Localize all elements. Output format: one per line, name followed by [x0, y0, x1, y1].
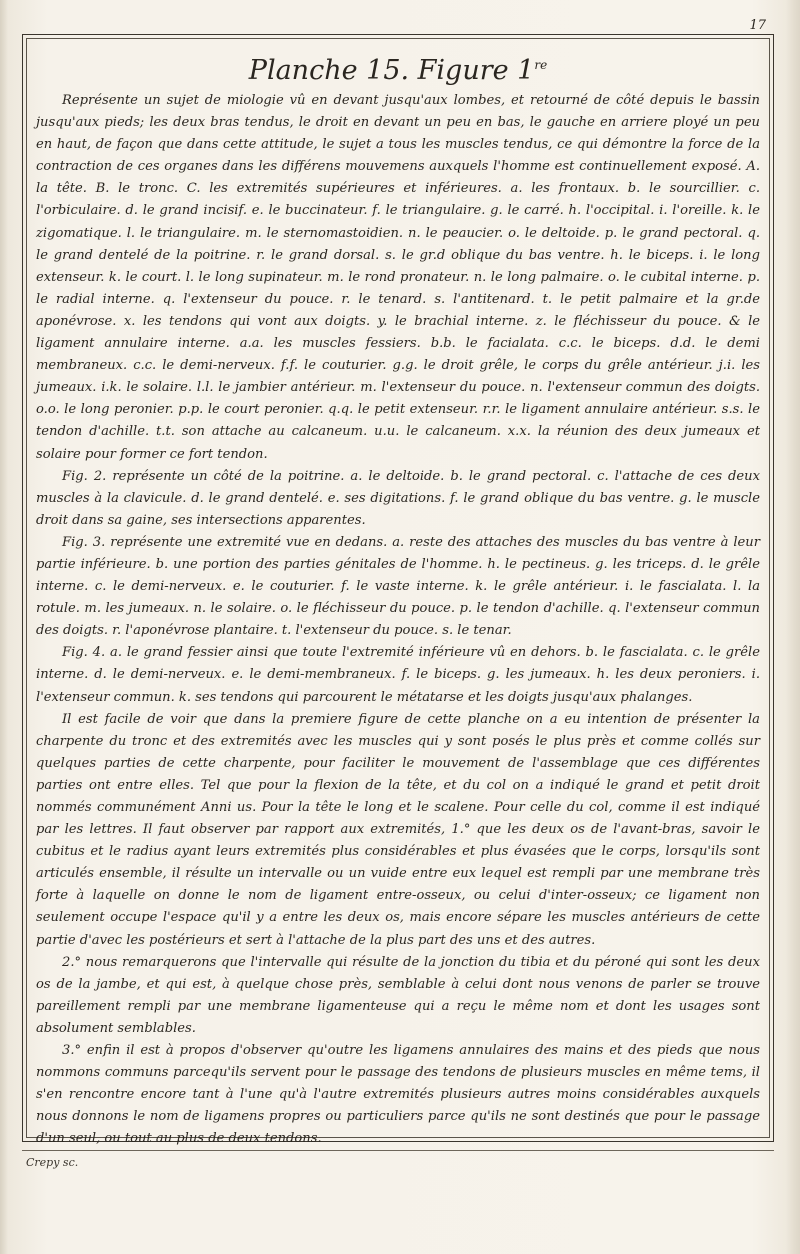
paragraph-commentary: Il est facile de voir que dans la premiere figure de cette planche on a eu intention de présenter la charpente du tronc et des extremités avec les muscles qui y sont posés le plus près et comme collés sur quelques parties de cette charpente, pour faciliter le mouvement de l'assemblage que ces différentes parties ont entre elles. Tel que pour la flexion de la tête, et du col on a indiqué le grand et petit droit nommés communément Anni us. Pour la tête le long et le scalene. Pour celle du col, comme il est indiqué par les lettres. Il faut observer par rapport aux extremités, 1.° que les deux os de l'avant-bras, savoir le cubitus et le radius ayant leurs extremités plus considérables et plus évasées que le corps, lorsqu'ils sont articulés ensemble, il résulte un intervalle ou un vuide entre eux lequel est rempli par une membrane très forte à laquelle on donne le nom de ligament entre-osseux, ou celui d'inter-osseux; ce ligament non seulement occupe l'espace qu'il y a entre les deux os, mais encore sépare les muscles antérieurs de cette partie d'avec les postérieurs et sert à l'attache de la plus part des uns et des autres. — [36, 711, 760, 948]
engraver-signature: Crepy sc. — [26, 1156, 79, 1169]
title-main: Planche 15. Figure 1 — [248, 55, 535, 86]
paragraph-figure-3: Fig. 3. représente une extremité vue en dedans. a. reste des attaches des muscles du bas ventre à leur partie inférieure. b. une portion des parties génitales de l'homme. h. le pectineus. g. les triceps. d. le grêle interne. c. le demi-nerveux. e. le couturier. f. le vaste interne. k. le grêle antérieur. i. le fascialata. l. la rotule. m. les jumeaux. n. le solaire. o. le fléchisseur du pouce. p. le tendon d'achille. q. l'extenseur commun des doigts. r. l'aponévrose plantaire. t. l'extenseur du pouce. s. le tenar. — [36, 534, 760, 639]
title-sup: re — [534, 58, 548, 72]
paragraph-figure-4: Fig. 4. a. le grand fessier ainsi que toute l'extremité inférieure vû en dehors. b. le fascialata. c. le grêle interne. d. le demi-nerveux. e. le demi-membraneux. f. le biceps. g. les jumeaux. h. les deux peroniers. i. l'extenseur commun. k. ses tendons qui parcourent le métatarse et les doigts jusqu'aux phalanges. — [36, 645, 760, 705]
page-title — [36, 48, 760, 88]
folio-number: 17 — [749, 18, 766, 33]
paragraph-note-2: 2.° nous remarquerons que l'intervalle qui résulte de la jonction du tibia et du péroné qui sont les deux os de la jambe, et qui est, à quelque chose près, semblable à celui dont nous venons de parler se trouve pareillement rempli par une membrane ligamenteuse qui a reçu le même nom et dont les usages sont absolument semblables. — [36, 954, 760, 1036]
paragraph-figure-1: Représente un sujet de miologie vû en devant jusqu'aux lombes, et retourné de côté depuis le bassin jusqu'aux pieds; les deux bras tendus, le droit en devant un peu en bas, le gauche en arriere ployé un peu en haut, de façon que dans cette attitude, le sujet a tous les muscles tendus, ce qui démontre la force de la contraction de ces organes dans les différens mouvemens auxquels l'homme est continuellement exposé. A. la tête. B. le tronc. C. les extremités supérieures et inférieures. a. les frontaux. b. le sourcillier. c. l'orbiculaire. d. le grand incisif. e. le buccinateur. f. le triangulaire. g. le carré. h. l'occipital. i. l'oreille. k. le zigomatique. l. le triangulaire. m. le sternomastoidien. n. le peaucier. o. le deltoide. p. le grand pectoral. q. le grand dentelé de la poitrine. r. le grand dorsal. s. le gr.d oblique du bas ventre. h. le biceps. i. le long extenseur. k. le court. l. le long supinateur. m. le rond pronateur. n. le long palmaire. o. le cubital interne. p. le radial interne. q. l'extenseur du pouce. r. le tenard. s. l'antitenard. t. le petit palmaire et la gr.de aponévrose. x. les tendons qui vont aux doigts. y. le brachial interne. z. le fléchisseur du pouce. & le ligament annulaire interne. a.a. les muscles fessiers. b.b. le facialata. c.c. le biceps. d.d. le demi membraneux. c.c. le demi-nerveux. f.f. le couturier. g.g. le droit grêle, le corps du grêle antérieur. j.i. les jumeaux. i.k. le solaire. l.l. le jambier antérieur. m. l'extenseur du pouce. n. l'extenseur commun des doigts. o.o. le long peronier. p.p. le court peronier. q.q. le petit extenseur. r.r. le ligament annulaire antérieur. s.s. le tendon d'achille. t.t. son attache au calcaneum. u.u. le calcaneum. x.x. la réunion des deux jumeaux et solaire pour former ce fort tendon. — [36, 93, 760, 462]
footer-rule — [22, 1150, 774, 1151]
binding-shadow-right — [786, 0, 800, 1254]
binding-shadow-left — [0, 0, 8, 1254]
paragraph-figure-2: Fig. 2. représente un côté de la poitrine. a. le deltoide. b. le grand pectoral. c. l'attache de ces deux muscles à la clavicule. d. le grand dentelé. e. ses digitations. f. le grand oblique du bas ventre. g. le muscle droit dans sa gaine, ses intersections apparentes. — [36, 468, 760, 528]
paragraph-note-3: 3.° enfin il est à propos d'observer qu'outre les ligamens annulaires des mains et des pieds que nous nommons communs parcequ'ils servent pour le passage des tendons de plusieurs muscles en même tems, il s'en rencontre encore tant à l'une qu'à l'autre extremités plusieurs autres moins considérables auxquels nous donnons le nom de ligamens propres ou particuliers parce qu'ils ne sont destinés que pour le passage d'un seul, ou tout au plus de deux tendons. — [36, 1043, 760, 1147]
plate-description — [36, 48, 760, 1151]
